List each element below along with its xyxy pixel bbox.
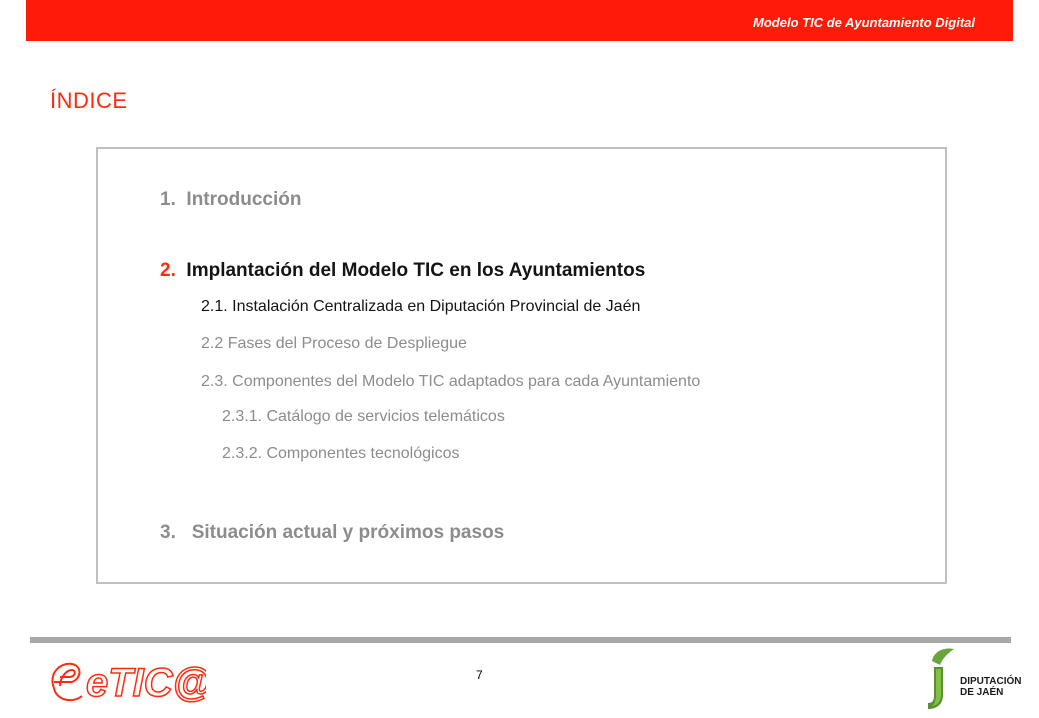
index-item-2-3-1: 2.3.1. Catálogo de servicios telemáticos bbox=[222, 408, 505, 425]
etic-logo-text: eTIC@ bbox=[86, 661, 206, 705]
header-title: Modelo TIC de Ayuntamiento Digital bbox=[753, 15, 975, 30]
index-item-1 bbox=[160, 189, 301, 211]
diputacion-name-line2: DE JAÉN bbox=[960, 687, 1004, 698]
index-item-2-label: Implantación del Modelo TIC en los Ayuntamientos bbox=[186, 260, 646, 281]
footer-rule bbox=[30, 637, 1011, 643]
index-item-2-3: 2.3. Componentes del Modelo TIC adaptados para cada Ayuntamiento bbox=[201, 373, 701, 390]
index-item-1-number: 1. bbox=[160, 189, 176, 210]
page-number: 7 bbox=[476, 668, 483, 682]
index-item-2-3-2: 2.3.2. Componentes tecnológicos bbox=[222, 445, 460, 462]
index-box bbox=[96, 147, 947, 584]
index-item-2-2: 2.2 Fases del Proceso de Despliegue bbox=[201, 335, 467, 352]
index-item-2-number: 2. bbox=[160, 260, 176, 281]
diputacion-j-icon bbox=[922, 645, 958, 711]
etic-logo bbox=[46, 652, 206, 715]
index-item-3 bbox=[160, 522, 504, 544]
diputacion-name-line1: DIPUTACIÓN bbox=[960, 676, 1022, 687]
diputacion-jaen-logo bbox=[922, 645, 1027, 711]
index-item-2 bbox=[160, 260, 645, 282]
index-item-3-label: Situación actual y próximos pasos bbox=[191, 522, 505, 543]
page-title: ÍNDICE bbox=[50, 88, 128, 113]
header-bar bbox=[26, 0, 1013, 41]
index-item-1-label: Introducción bbox=[186, 189, 302, 210]
index-item-2-1: 2.1. Instalación Centralizada en Diputación Provincial de Jaén bbox=[201, 298, 641, 315]
etic-logo-graphic bbox=[46, 652, 206, 710]
index-item-3-number: 3. bbox=[160, 522, 176, 543]
